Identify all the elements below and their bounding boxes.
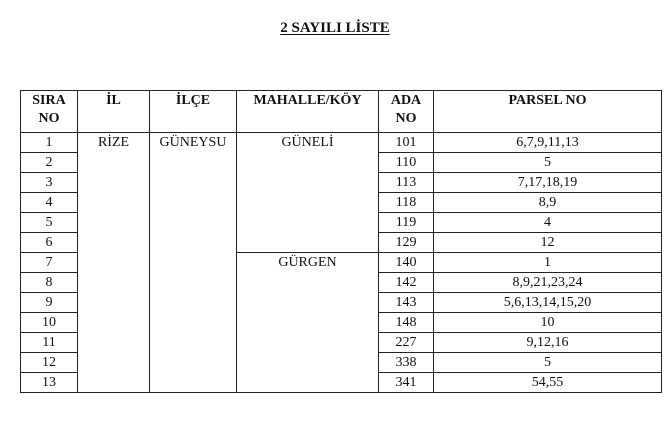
cell-ada: 140 <box>379 253 434 273</box>
cell-parsel: 6,7,9,11,13 <box>434 133 662 153</box>
cell-sira: 1 <box>21 133 78 153</box>
cell-sira: 7 <box>21 253 78 273</box>
table-header-row <box>21 91 662 133</box>
cell-sira: 4 <box>21 193 78 213</box>
cell-ada: 143 <box>379 293 434 313</box>
cell-sira: 6 <box>21 233 78 253</box>
cell-parsel: 7,17,18,19 <box>434 173 662 193</box>
cell-parsel: 5 <box>434 353 662 373</box>
cell-mahalle-guneli: GÜNELİ <box>237 133 379 253</box>
cell-sira: 12 <box>21 353 78 373</box>
cell-sira: 2 <box>21 153 78 173</box>
cell-sira: 8 <box>21 273 78 293</box>
cell-parsel: 10 <box>434 313 662 333</box>
cell-ada: 142 <box>379 273 434 293</box>
header-ilce: İLÇE <box>150 91 237 133</box>
cell-parsel: 5,6,13,14,15,20 <box>434 293 662 313</box>
cell-sira: 9 <box>21 293 78 313</box>
cell-ada: 101 <box>379 133 434 153</box>
cell-parsel: 8,9,21,23,24 <box>434 273 662 293</box>
cell-ada: 129 <box>379 233 434 253</box>
cell-il: RİZE <box>78 133 150 393</box>
header-parsel-no: PARSEL NO <box>434 91 662 133</box>
cell-parsel: 1 <box>434 253 662 273</box>
cell-parsel: 12 <box>434 233 662 253</box>
cell-ada: 119 <box>379 213 434 233</box>
cell-ada: 148 <box>379 313 434 333</box>
cell-parsel: 9,12,16 <box>434 333 662 353</box>
cell-sira: 5 <box>21 213 78 233</box>
cell-ada: 338 <box>379 353 434 373</box>
cell-ada: 118 <box>379 193 434 213</box>
document-title: 2 SAYILI LİSTE <box>280 20 390 36</box>
cell-sira: 3 <box>21 173 78 193</box>
cell-ada: 341 <box>379 373 434 393</box>
parcel-list-table <box>20 90 662 393</box>
cell-mahalle-gurgen: GÜRGEN <box>237 253 379 393</box>
cell-ada: 227 <box>379 333 434 353</box>
cell-ada: 110 <box>379 153 434 173</box>
header-mahalle-koy: MAHALLE/KÖY <box>237 91 379 133</box>
cell-sira: 11 <box>21 333 78 353</box>
cell-ilce: GÜNEYSU <box>150 133 237 393</box>
cell-parsel: 54,55 <box>434 373 662 393</box>
table-row <box>21 133 662 153</box>
cell-sira: 10 <box>21 313 78 333</box>
cell-parsel: 5 <box>434 153 662 173</box>
cell-sira: 13 <box>21 373 78 393</box>
header-ada-no: ADA NO <box>379 91 434 133</box>
header-il: İL <box>78 91 150 133</box>
cell-parsel: 4 <box>434 213 662 233</box>
header-sira-no: SIRA NO <box>21 91 78 133</box>
cell-parsel: 8,9 <box>434 193 662 213</box>
cell-ada: 113 <box>379 173 434 193</box>
